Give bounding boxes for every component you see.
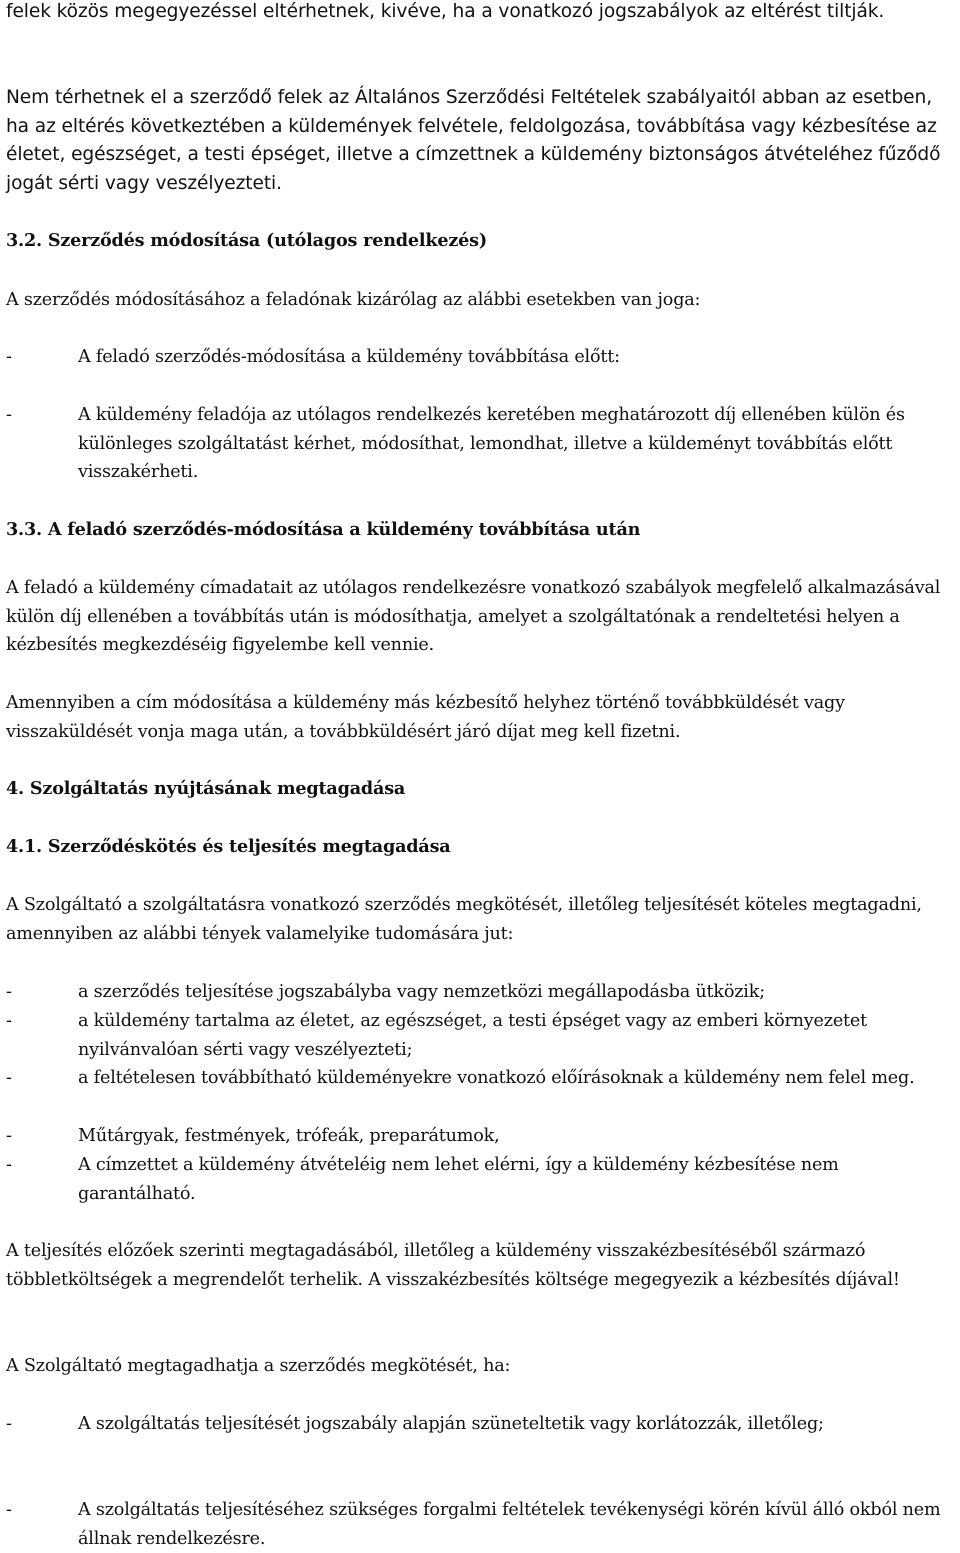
- list-item: [6, 978, 954, 1007]
- list-item-text: a szerződés teljesítése jogszabályba vagy nemzetközi megállapodásba ütközik;: [78, 982, 765, 1002]
- list-item-text: A szolgáltatás teljesítéséhez szükséges forgalmi feltételek tevékenységi körén kívül álló okból nem állnak rendelkezésre.: [78, 1500, 941, 1549]
- list-item-text: A szolgáltatás teljesítését jogszabály alapján szüneteltetik vagy korlátozzák, illetőleg;: [78, 1414, 824, 1434]
- list-dash: -: [6, 982, 12, 1002]
- section-3-3-paragraph-2: Amennyiben a cím módosítása a küldemény más kézbesítő helyhez történő továbbküldését vagy visszaküldését vonja maga után, a továbbküldésért járó díjat meg kell fizetni.: [6, 693, 845, 742]
- list-item: [6, 1496, 954, 1553]
- list-dash: -: [6, 1414, 12, 1434]
- list-dash: -: [6, 1011, 12, 1031]
- list-item-text: A címzettet a küldemény átvételéig nem lehet elérni, így a küldemény kézbesítése nem garantálható.: [78, 1155, 839, 1204]
- list-item: [6, 401, 954, 487]
- intro-paragraph-continuation: felek közös megegyezéssel eltérhetnek, kivéve, ha a vonatkozó jogszabályok az eltérést tiltják.: [6, 1, 885, 22]
- section-3-3-paragraph-1: A feladó a küldemény címadatait az utólagos rendelkezésre vonatkozó szabályok megfelelő alkalmazásával külön díj ellenében a továbbítás után is módosíthatja, amelyet a szolgáltatónak a rendeltetési helyen a kézbesítés megkezdéséig figyelembe kell vennie.: [6, 578, 941, 656]
- list-dash: -: [6, 347, 12, 367]
- section-4-1-costs-paragraph: A teljesítés előzőek szerinti megtagadásából, illetőleg a küldemény visszakézbesítéséből származó többletköltségek a megrendelőt terhelik. A visszakézbesítés költsége megegyezik a kézbesítés díjával!: [6, 1241, 900, 1290]
- list-item-text: A küldemény feladója az utólagos rendelkezés keretében meghatározott díj ellenében külön és különleges szolgáltatást kérhet, módosíthat, lemondhat, illetve a küldeményt továbbítás előtt visszakérheti.: [78, 405, 905, 483]
- list-item: [6, 343, 954, 372]
- section-3-2-intro: A szerződés módosításához a feladónak kizárólag az alábbi esetekben van joga:: [6, 290, 701, 310]
- section-3-3-heading: 3.3. A feladó szerződés-módosítása a küldemény továbbítása után: [6, 519, 641, 540]
- list-dash: -: [6, 1500, 12, 1520]
- list-item-text: a küldemény tartalma az életet, az egészséget, a testi épséget vagy az emberi környezetet nyilvánvalóan sérti vagy veszélyezteti;: [78, 1011, 867, 1060]
- list-item-text: Műtárgyak, festmények, trófeák, preparátumok,: [78, 1126, 500, 1146]
- intro-paragraph-deviation: Nem térhetnek el a szerződő felek az Általános Szerződési Feltételek szabályaitól abban az esetben, ha az eltérés következtében a küldemények felvétele, feldolgozása, továbbítása vagy kézbesítése az életet, egészséget, a testi épséget, illetve a címzettnek a küldemény biztonságos átvételéhez fűződő jogát sérti vagy veszélyezteti.: [6, 87, 941, 195]
- list-item-text: A feladó szerződés-módosítása a küldemény továbbítása előtt:: [78, 347, 620, 367]
- list-dash: -: [6, 1126, 12, 1146]
- list-dash: -: [6, 1068, 12, 1088]
- section-3-2-heading: 3.2. Szerződés módosítása (utólagos rendelkezés): [6, 230, 487, 251]
- list-dash: -: [6, 405, 12, 425]
- list-item: [6, 1007, 954, 1064]
- list-item: [6, 1410, 954, 1439]
- list-dash: -: [6, 1155, 12, 1175]
- section-4-1-intro: A Szolgáltató a szolgáltatásra vonatkozó szerződés megkötését, illetőleg teljesítését köteles megtagadni, amennyiben az alábbi tények valamelyike tudomására jut:: [6, 895, 922, 944]
- list-item: [6, 1064, 954, 1093]
- list-item-text: a feltételesen továbbítható küldeményekre vonatkozó előírásoknak a küldemény nem felel meg.: [78, 1068, 915, 1088]
- list-item: [6, 1122, 954, 1151]
- section-4-1-refuse-paragraph: A Szolgáltató megtagadhatja a szerződés megkötését, ha:: [6, 1356, 511, 1376]
- section-4-heading: 4. Szolgáltatás nyújtásának megtagadása: [6, 778, 406, 799]
- section-4-1-heading: 4.1. Szerződéskötés és teljesítés megtagadása: [6, 836, 451, 857]
- list-item: [6, 1151, 954, 1208]
